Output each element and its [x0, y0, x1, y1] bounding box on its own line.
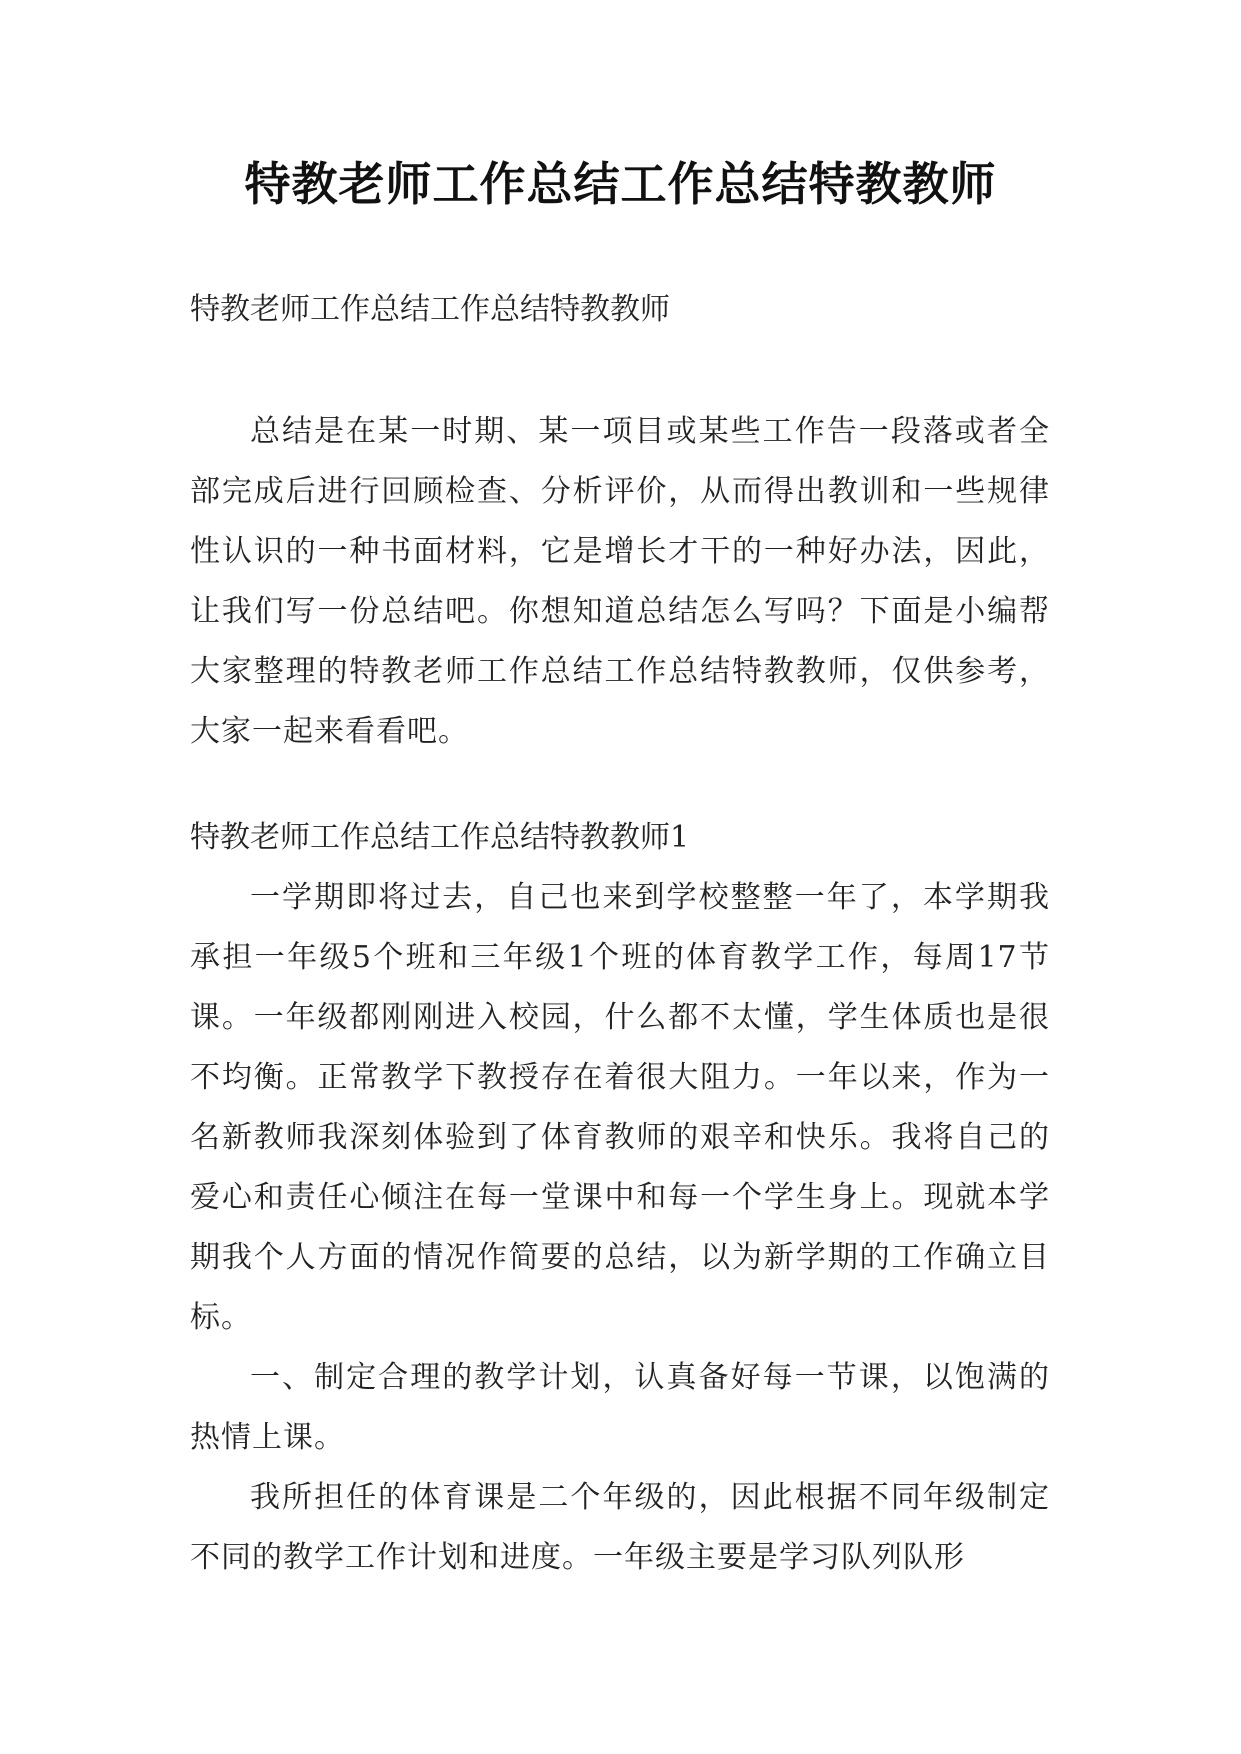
- section-body: [190, 868, 1050, 1588]
- section-paragraph: 我所担任的体育课是二个年级的，因此根据不同年级制定不同的教学工作计划和进度。一年级主要是学习队列队形: [190, 1480, 1050, 1575]
- section-heading: 特教老师工作总结工作总结特教教师1: [190, 820, 690, 855]
- intro-section: [190, 402, 1050, 762]
- intro-paragraph: 总结是在某一时期、某一项目或某些工作告一段落或者全部完成后进行回顾检查、分析评价，从而得出教训和一些规律性认识的一种书面材料，它是增长才干的一种好办法，因此，让我们写一份总结吧。你想知道总结怎么写吗？下面是小编帮大家整理的特教老师工作总结工作总结特教教师，仅供参考，大家一起来看看吧。: [190, 414, 1050, 749]
- section-paragraph: 一、制定合理的教学计划，认真备好每一节课，以饱满的热情上课。: [190, 1360, 1050, 1455]
- document-title: 特教老师工作总结工作总结特教教师: [244, 157, 997, 211]
- document-subtitle: 特教老师工作总结工作总结特教教师: [190, 292, 670, 327]
- section-paragraph: 一学期即将过去，自己也来到学校整整一年了，本学期我承担一年级5个班和三年级1个班的体育教学工作，每周17节课。一年级都刚刚进入校园，什么都不太懂，学生体质也是很不均衡。正常教学下教授存在着很大阻力。一年以来，作为一名新教师我深刻体验到了体育教师的艰辛和快乐。我将自己的爱心和责任心倾注在每一堂课中和每一个学生身上。现就本学期我个人方面的情况作简要的总结，以为新学期的工作确立目标。: [190, 880, 1050, 1335]
